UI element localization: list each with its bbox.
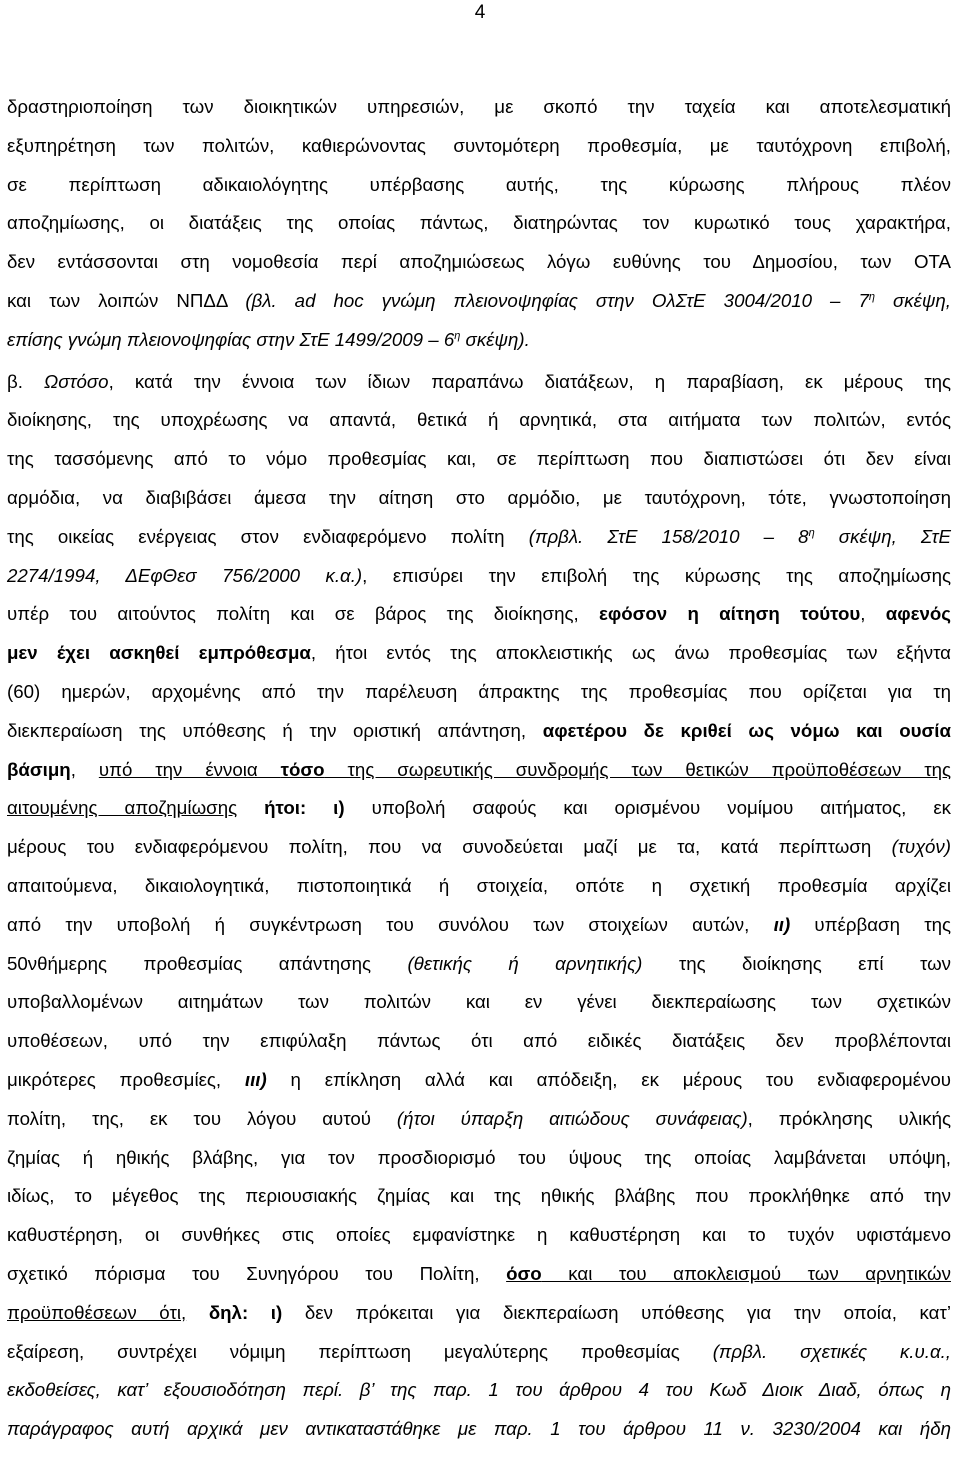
text-line (7, 712, 951, 751)
page-number: 4 (474, 2, 486, 23)
text-line: αποζημίωσης, οι διατάξεις της οποίας πάντως, διατηρώντας τον κυρωτικό τους χαρακτήρα, (7, 212, 951, 234)
text-line (7, 1100, 951, 1139)
text-line: διοίκησης, της υποχρέωσης να απαντά, θετικά ή αρνητικά, στα αιτήματα των πολιτών, εντός (7, 409, 951, 431)
text-run: , κατά την έννοια των ίδιων παραπάνω διατάξεων, η παραβίαση, εκ μέρους της (108, 370, 951, 392)
text-run: , επισύρει την επιβολή της κύρωσης της αποζημίωσης (362, 564, 951, 586)
text-line: της τασσόμενης από το νόμο προθεσμίας και, σε περίπτωση που διαπιστώσει ότι δεν είναι (7, 448, 951, 470)
text-run: και των λοιπών ΝΠΔΔ (7, 289, 228, 311)
bold-text: ήτοι: ι) (264, 797, 345, 819)
text-line: παράγραφος αυτή αρχικά μεν αντικαταστάθηκε με παρ. 1 του άρθρου 11 ν. 3230/2004 και ήδη (7, 1418, 951, 1440)
text-line: υποθέσεων, υπό την επιφύλαξη πάντως ότι από ειδικές διατάξεις δεν προβλέπονται (7, 1030, 951, 1052)
bold-text: ιι) (773, 913, 791, 935)
citation-text: 2274/1994, ΔΕφΘεσ 756/2000 κ.α.) (7, 564, 363, 586)
text-line (7, 751, 951, 790)
text-line (7, 789, 951, 828)
text-line: (60) ημερών, αρχομένης από την παρέλευση άπρακτης της προθεσμίας που ορίζεται για τη (7, 680, 951, 702)
bold-text: μεν έχει ασκηθεί εμπρόθεσμα (7, 642, 311, 664)
bold-text: δηλ: ι) (208, 1301, 283, 1323)
text-line: εκδοθείσες, κατ’ εξουσιοδότηση περί. β’ της παρ. 1 του άρθρου 4 του Κωδ Διοικ Διαδ, όπως η (7, 1379, 951, 1401)
text-line: εξυπηρέτηση των πολιτών, καθιερώνοντας συντομότερη προθεσμία, με ταυτόχρονη επιβολή, (7, 134, 951, 156)
text-run: σκέψη, (874, 289, 952, 311)
italic-text: (πρβλ. σχετικές κ.υ.α., (712, 1340, 951, 1362)
text-run: β. (7, 370, 45, 392)
text-line (7, 282, 951, 321)
emphasis-text: Ωστόσο (44, 370, 109, 392)
underlined-bold-text: τόσο (280, 758, 325, 780)
text-run: πολίτη, της, εκ του λόγου αυτού (7, 1107, 397, 1129)
citation-text (529, 526, 951, 547)
text-run (237, 797, 264, 818)
text-line (7, 363, 951, 402)
underlined-text: της σωρευτικής συνδρομής των θετικών προϋποθέσεων της (324, 758, 951, 780)
text-line (7, 828, 951, 867)
text-line (7, 1255, 951, 1294)
text-run: εξαίρεση, συντρέχει νόμιμη περίπτωση μεγαλύτερης προθεσμίας (7, 1340, 713, 1362)
text-line (7, 321, 951, 360)
text-run: επίσης γνώμη πλειονοψηφίας στην ΣτΕ 1499/2009 – 6 (7, 328, 455, 350)
underlined-text: και του αποκλεισμού των αρνητικών (541, 1262, 951, 1284)
text-run (186, 1302, 209, 1323)
text-run: σκέψη). (460, 328, 530, 350)
text-line (7, 906, 951, 945)
text-run: , (860, 603, 886, 625)
text-run: , (70, 758, 99, 780)
text-line (7, 518, 951, 557)
superscript: η (808, 526, 815, 539)
text-run: η επίκληση αλλά και απόδειξη, εκ μέρους του ενδιαφερομένου (266, 1068, 951, 1090)
text-line: ιδίως, το μέγεθος της περιουσιακής ζημίας και της ηθικής βλάβης που προκλήθηκε από την (7, 1185, 951, 1207)
italic-text: (θετικής ή αρνητικής) (407, 952, 643, 974)
text-run: υπέρ του αιτούντος πολίτη και σε βάρος της διοίκησης, (7, 603, 599, 625)
superscript: η (868, 290, 875, 303)
document-body (7, 88, 951, 1449)
underlined-text: αιτουμένης αποζημίωσης (7, 797, 238, 819)
text-run: από την υποβολή ή συγκέντρωση του συνόλου των στοιχείων αυτών, (7, 913, 774, 935)
text-line: σε περίπτωση αδικαιολόγητης υπέρβασης αυτής, της κύρωσης πλήρους πλέον (7, 173, 951, 195)
text-line: υποβαλλομένων αιτημάτων των πολιτών και εν γένει διεκπεραίωσης των σχετικών (7, 991, 951, 1013)
text-line (7, 557, 951, 596)
paragraph-2 (7, 363, 951, 1449)
text-run: , ήτοι εντός της αποκλειστικής ως άνω προθεσμίας των εξήντα (310, 642, 951, 664)
citation-text (245, 290, 951, 311)
text-run: της οικείας ενέργειας στον ενδιαφερόμενο πολίτη (7, 525, 529, 547)
text-line (7, 1294, 951, 1333)
text-line (7, 945, 951, 984)
text-run: , πρόκλησης υλικής (747, 1107, 951, 1129)
bold-text: αφετέρου δε κριθεί ως νόμω και ουσία (542, 719, 951, 741)
text-line (7, 595, 951, 634)
text-line: απαιτούμενα, δικαιολογητικά, πιστοποιητικά ή στοιχεία, οπότε η σχετική προθεσμία αρχίζει (7, 874, 951, 896)
text-line (7, 1333, 951, 1372)
text-run: υποβολή σαφούς και ορισμένου νομίμου αιτήματος, εκ (344, 797, 951, 819)
text-run: διεκπεραίωση της υπόθεσης ή την οριστική απάντηση, (7, 719, 543, 741)
text-run: της διοίκησης επί των (642, 952, 952, 974)
text-line: δραστηριοποίηση των διοικητικών υπηρεσιών, με σκοπό την ταχεία και αποτελεσματική (7, 96, 951, 117)
text-line: αρμόδια, να διαβιβάσει άμεσα την αίτηση στο αρμόδιο, με ταυτόχρονη, τότε, γνωστοποίηση (7, 486, 951, 508)
italic-text: (τυχόν) (891, 836, 951, 858)
text-run: μέρους του ενδιαφερόμενου πολίτη, που να συνοδεύεται μαζί με τα, κατά περίπτωση (7, 836, 892, 858)
underlined-bold-text: όσο (506, 1262, 542, 1284)
text-run: δεν πρόκειται για διεκπεραίωση υπόθεσης για την οποία, κατ’ (282, 1301, 951, 1323)
bold-text: εφόσον η αίτηση τούτου (598, 603, 861, 625)
text-run: (πρβλ. ΣτΕ 158/2010 – 8 (528, 525, 809, 547)
text-run: υπέρβαση της (790, 913, 951, 935)
text-run: σχετικό πόρισμα του Συνηγόρου του Πολίτη, (7, 1262, 507, 1284)
italic-text: (ήτοι ύπαρξη αιτιώδους συνάφειας) (396, 1107, 748, 1129)
text-line: καθυστέρηση, οι συνθήκες στις οποίες εμφανίστηκε η καθυστέρηση και το τυχόν υφιστάμενο (7, 1224, 951, 1246)
superscript: η (454, 329, 461, 342)
bold-text: αφενός (885, 603, 952, 625)
text-run: σκέψη, ΣτΕ (814, 525, 951, 547)
text-run: 50νθήμερης προθεσμίας απάντησης (7, 952, 408, 974)
bold-text: ιιι) (244, 1068, 267, 1090)
text-line: δεν εντάσσονται στη νομοθεσία περί αποζημιώσεως λόγω ευθύνης του Δημοσίου, των ΟΤΑ (7, 251, 951, 273)
text-line (7, 1061, 951, 1100)
text-run: μικρότερες προθεσμίες, (7, 1068, 245, 1090)
underlined-text: υπό την έννοια (98, 758, 281, 780)
text-line: ζημίας ή ηθικής βλάβης, για τον προσδιορισμό του ύψους της οποίας λαμβάνεται υπόψη, (7, 1146, 951, 1168)
text-line (7, 634, 951, 673)
paragraph-1 (7, 88, 951, 360)
text-run: (βλ. ad hoc γνώμη πλειονοψηφίας στην ΟλΣτΕ 3004/2010 – 7 (245, 289, 869, 311)
underlined-text: προϋποθέσεων ότι, (7, 1301, 187, 1323)
bold-text: βάσιμη (7, 758, 71, 780)
